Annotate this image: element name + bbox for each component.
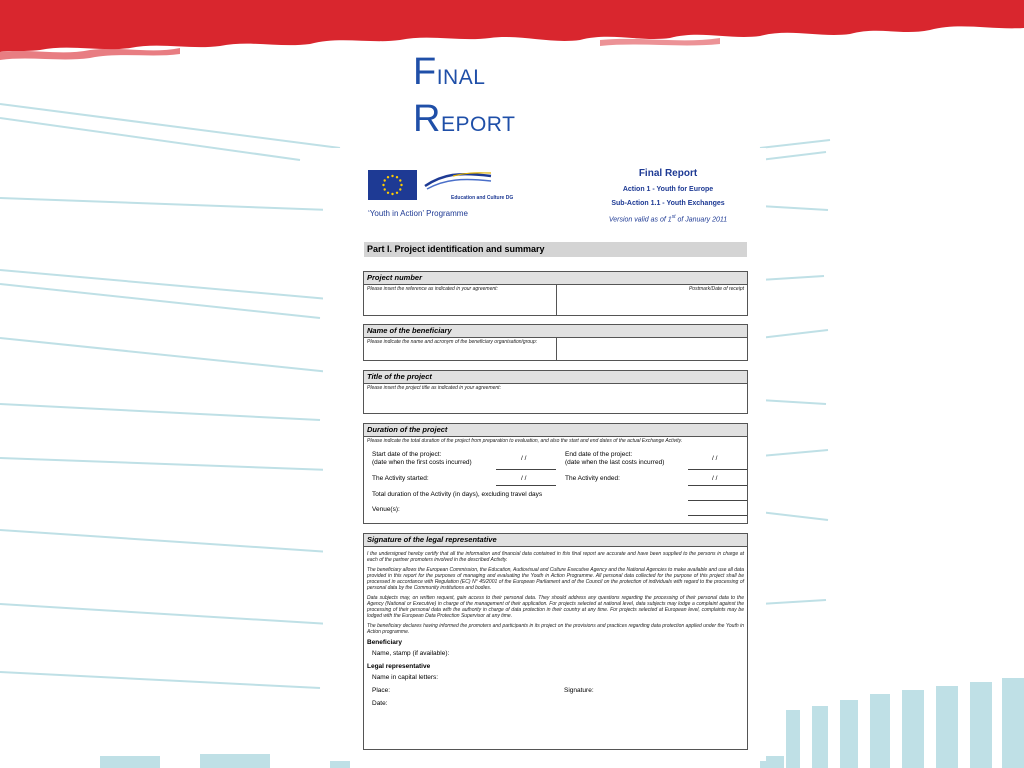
end-date-text: End date of the project:: [565, 451, 633, 458]
document-page: [323, 148, 766, 761]
duration-hint: Please indicate the total duration of the project from preparation to evaluation, and also the start and end dates of the actual Exchange Activity.: [367, 438, 683, 444]
signature-heading: Signature of the legal representative: [364, 534, 747, 547]
end-date-sub: (date when the last costs incurred): [565, 459, 665, 466]
venue-line[interactable]: [688, 515, 747, 516]
start-date-text: Start date of the project:: [372, 451, 442, 458]
project-title-heading: Title of the project: [364, 371, 747, 384]
activity-end-label: The Activity ended:: [565, 475, 620, 482]
total-duration-line[interactable]: [688, 500, 747, 501]
start-date-line: [496, 469, 556, 470]
action-label: Action 1 - Youth for Europe: [622, 186, 714, 193]
duration-heading: Duration of the project: [364, 424, 747, 437]
duration-fields: [364, 445, 747, 519]
version-suffix: of January 2011: [675, 216, 728, 224]
beneficiary-name-heading: Name of the beneficiary: [364, 325, 747, 338]
title-line-1: Final: [413, 51, 486, 93]
activity-start-line: [496, 485, 556, 486]
start-date-input[interactable]: / /: [521, 455, 527, 462]
subaction-label: Sub-Action 1.1 - Youth Exchanges: [611, 200, 725, 207]
title-line-2: Report: [413, 98, 516, 140]
project-title-box: [363, 370, 748, 414]
project-number-field[interactable]: Please insert the reference as indicated in your agreement:: [364, 285, 557, 316]
end-date-label: [565, 451, 664, 467]
activity-start-input[interactable]: / /: [521, 475, 527, 482]
start-date-sub: (date when the first costs incurred): [372, 459, 472, 466]
place-field[interactable]: [364, 687, 747, 694]
date-field[interactable]: Date:: [372, 700, 388, 707]
beneficiary-label: Beneficiary: [367, 639, 403, 646]
start-date-label: [372, 451, 472, 467]
part-title-bar: Part I. Project identification and summary: [364, 242, 747, 257]
slide-title: [413, 50, 515, 144]
beneficiary-name-value[interactable]: [557, 338, 747, 361]
signature-box: [363, 533, 748, 750]
name-stamp-field[interactable]: Name, stamp (if available):: [372, 650, 450, 657]
report-title: Final Report: [638, 168, 698, 179]
project-number-box: [363, 271, 748, 316]
activity-end-input[interactable]: / /: [712, 475, 718, 482]
project-number-heading: Project number: [364, 272, 747, 285]
end-date-input[interactable]: / /: [712, 455, 718, 462]
certify-paragraph: I the undersigned hereby certify that all the information and financial data contained in this final report are accurate and have been supplied to the persons in charge at each of the partner promoters involved in the described Activity.: [367, 551, 744, 563]
duration-box: [363, 423, 748, 524]
document-header: [323, 148, 766, 238]
version-label: [593, 214, 743, 223]
report-heading: [593, 168, 743, 223]
total-duration-label: Total duration of the Activity (in days), excluding travel days: [372, 491, 543, 498]
version-prefix: Version valid as of 1: [608, 216, 672, 224]
venue-label: Venue(s):: [372, 506, 400, 513]
place-label: Place:: [372, 687, 391, 694]
data-access-paragraph: Data subjects may, on written request, gain access to their personal data. They should address any questions regarding the processing of their personal data to the Agency (National or Executive) in charge of the management of their application. For projects selected at national level, data subjects may lodge a complaint against the processing of their personal data with the authority in charge of data protection in their country at any time. For projects selected at European level, complaints may be lodged with the European Data Protection Supervisor at any time.: [367, 595, 744, 619]
project-title-field[interactable]: Please insert the project title as indicated in your agreement:: [367, 385, 501, 391]
programme-label: ‘Youth in Action’ Programme: [368, 209, 468, 218]
data-use-paragraph: The beneficiary allows the European Commission, the Education, Audiovisual and Culture Executive Agency and the National Agencies to make available and use all data provided in this report for the purposes of managing and evaluating the Youth in Action Programme. All personal data collected for the purpose of this project shall be processed in accordance with Regulation (EC) N° 45/2001 of the European Parliament and of the Council on the protection of individuals with regard to the processing of personal data by the Community institutions and bodies.: [367, 567, 744, 591]
data-protection-paragraph: The beneficiary declares having informed the promoters and participants in its project on the provisions and practices regarding data protection applied under the Youth in Action programme.: [367, 623, 744, 635]
postmark-field[interactable]: Postmark/Date of receipt: [688, 286, 744, 292]
dg-swoosh-logo: [423, 170, 493, 192]
eu-flag-icon: [368, 170, 417, 200]
capital-letters-field[interactable]: Name in capital letters:: [372, 674, 439, 681]
activity-end-line: [688, 485, 747, 486]
legal-rep-label: Legal representative: [367, 663, 431, 670]
activity-start-label: The Activity started:: [372, 475, 429, 482]
beneficiary-name-box: [363, 324, 748, 361]
dg-label: Education and Culture DG: [451, 195, 514, 201]
signature-field[interactable]: Signature:: [564, 687, 594, 694]
end-date-line: [688, 469, 747, 470]
beneficiary-name-field[interactable]: Please indicate the name and acronym of the beneficiary organisation/group:: [364, 338, 557, 361]
version-sup: st: [671, 214, 676, 220]
